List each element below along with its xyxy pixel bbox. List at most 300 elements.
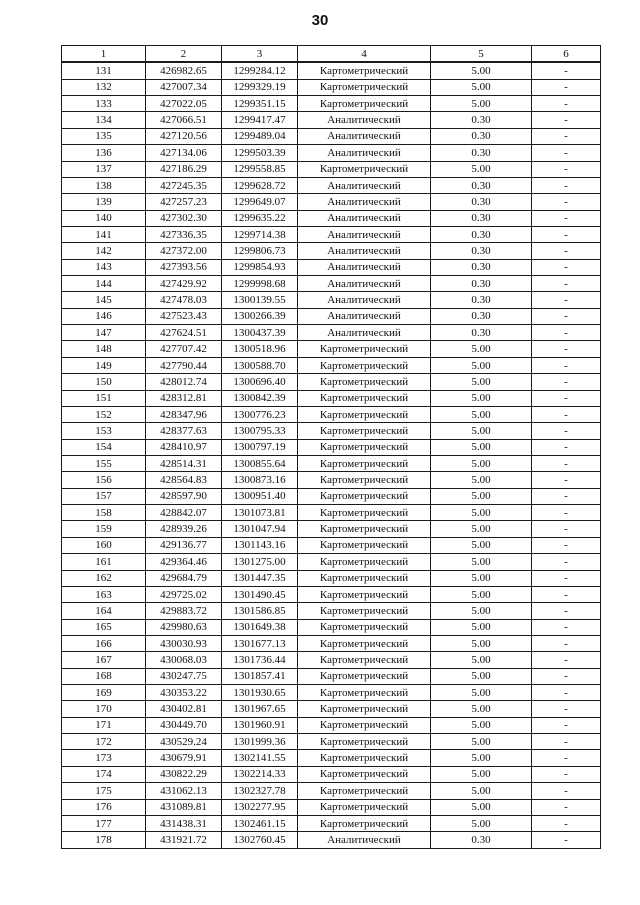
x-coordinate-cell: 427134.06 — [146, 145, 222, 161]
x-coordinate-cell: 428564.83 — [146, 472, 222, 488]
y-coordinate-cell: 1302327.78 — [222, 783, 298, 799]
method-cell: Аналитический — [298, 112, 431, 128]
y-coordinate-cell: 1301073.81 — [222, 505, 298, 521]
accuracy-cell: 0.30 — [431, 177, 532, 193]
point-number-cell: 137 — [62, 161, 146, 177]
note-cell: - — [532, 505, 601, 521]
accuracy-cell: 5.00 — [431, 603, 532, 619]
note-cell: - — [532, 586, 601, 602]
x-coordinate-cell: 428347.96 — [146, 406, 222, 422]
y-coordinate-cell: 1300842.39 — [222, 390, 298, 406]
method-cell: Картометрический — [298, 619, 431, 635]
point-number-cell: 156 — [62, 472, 146, 488]
note-cell: - — [532, 717, 601, 733]
y-coordinate-cell: 1300437.39 — [222, 325, 298, 341]
table-row — [62, 406, 601, 422]
column-header: 4 — [298, 46, 431, 63]
point-number-cell: 143 — [62, 259, 146, 275]
note-cell: - — [532, 734, 601, 750]
y-coordinate-cell: 1299284.12 — [222, 62, 298, 79]
x-coordinate-cell: 427707.42 — [146, 341, 222, 357]
x-coordinate-cell: 428597.90 — [146, 488, 222, 504]
x-coordinate-cell: 427022.05 — [146, 96, 222, 112]
x-coordinate-cell: 430068.03 — [146, 652, 222, 668]
note-cell: - — [532, 308, 601, 324]
note-cell: - — [532, 423, 601, 439]
point-number-cell: 146 — [62, 308, 146, 324]
note-cell: - — [532, 685, 601, 701]
y-coordinate-cell: 1301490.45 — [222, 586, 298, 602]
table-row — [62, 586, 601, 602]
x-coordinate-cell: 428514.31 — [146, 455, 222, 471]
note-cell: - — [532, 194, 601, 210]
y-coordinate-cell: 1301586.85 — [222, 603, 298, 619]
method-cell: Картометрический — [298, 62, 431, 79]
accuracy-cell: 5.00 — [431, 537, 532, 553]
x-coordinate-cell: 429725.02 — [146, 586, 222, 602]
point-number-cell: 162 — [62, 570, 146, 586]
note-cell: - — [532, 570, 601, 586]
point-number-cell: 178 — [62, 832, 146, 848]
accuracy-cell: 0.30 — [431, 292, 532, 308]
point-number-cell: 171 — [62, 717, 146, 733]
accuracy-cell: 5.00 — [431, 685, 532, 701]
y-coordinate-cell: 1299635.22 — [222, 210, 298, 226]
y-coordinate-cell: 1301967.65 — [222, 701, 298, 717]
method-cell: Аналитический — [298, 145, 431, 161]
y-coordinate-cell: 1300951.40 — [222, 488, 298, 504]
point-number-cell: 154 — [62, 439, 146, 455]
accuracy-cell: 5.00 — [431, 570, 532, 586]
note-cell: - — [532, 374, 601, 390]
accuracy-cell: 0.30 — [431, 276, 532, 292]
table-row — [62, 783, 601, 799]
point-number-cell: 152 — [62, 406, 146, 422]
method-cell: Аналитический — [298, 832, 431, 848]
table-row — [62, 325, 601, 341]
accuracy-cell: 0.30 — [431, 210, 532, 226]
x-coordinate-cell: 428312.81 — [146, 390, 222, 406]
x-coordinate-cell: 427624.51 — [146, 325, 222, 341]
y-coordinate-cell: 1301930.65 — [222, 685, 298, 701]
y-coordinate-cell: 1299628.72 — [222, 177, 298, 193]
point-number-cell: 149 — [62, 357, 146, 373]
method-cell: Аналитический — [298, 194, 431, 210]
accuracy-cell: 5.00 — [431, 455, 532, 471]
y-coordinate-cell: 1299649.07 — [222, 194, 298, 210]
accuracy-cell: 5.00 — [431, 717, 532, 733]
table-row — [62, 145, 601, 161]
note-cell: - — [532, 537, 601, 553]
method-cell: Картометрический — [298, 701, 431, 717]
x-coordinate-cell: 428842.07 — [146, 505, 222, 521]
accuracy-cell: 0.30 — [431, 243, 532, 259]
note-cell: - — [532, 652, 601, 668]
table-row — [62, 488, 601, 504]
y-coordinate-cell: 1302760.45 — [222, 832, 298, 848]
note-cell: - — [532, 603, 601, 619]
table-row — [62, 455, 601, 471]
point-number-cell: 161 — [62, 554, 146, 570]
page-number: 30 — [311, 12, 329, 29]
accuracy-cell: 5.00 — [431, 423, 532, 439]
method-cell: Картометрический — [298, 603, 431, 619]
y-coordinate-cell: 1299329.19 — [222, 79, 298, 95]
accuracy-cell: 5.00 — [431, 161, 532, 177]
table-row — [62, 341, 601, 357]
y-coordinate-cell: 1300776.23 — [222, 406, 298, 422]
table-row — [62, 766, 601, 782]
point-number-cell: 157 — [62, 488, 146, 504]
method-cell: Картометрический — [298, 423, 431, 439]
x-coordinate-cell: 430030.93 — [146, 635, 222, 651]
y-coordinate-cell: 1299503.39 — [222, 145, 298, 161]
accuracy-cell: 5.00 — [431, 521, 532, 537]
x-coordinate-cell: 431438.31 — [146, 815, 222, 831]
table-row — [62, 62, 601, 79]
accuracy-cell: 5.00 — [431, 472, 532, 488]
point-number-cell: 141 — [62, 226, 146, 242]
table-row — [62, 161, 601, 177]
method-cell: Аналитический — [298, 325, 431, 341]
table-row — [62, 832, 601, 848]
x-coordinate-cell: 428410.97 — [146, 439, 222, 455]
x-coordinate-cell: 427790.44 — [146, 357, 222, 373]
accuracy-cell: 5.00 — [431, 799, 532, 815]
note-cell: - — [532, 439, 601, 455]
method-cell: Картометрический — [298, 570, 431, 586]
y-coordinate-cell: 1299558.85 — [222, 161, 298, 177]
note-cell: - — [532, 226, 601, 242]
accuracy-cell: 5.00 — [431, 374, 532, 390]
x-coordinate-cell: 427066.51 — [146, 112, 222, 128]
point-number-cell: 133 — [62, 96, 146, 112]
point-number-cell: 134 — [62, 112, 146, 128]
y-coordinate-cell: 1301649.38 — [222, 619, 298, 635]
note-cell: - — [532, 668, 601, 684]
method-cell: Аналитический — [298, 308, 431, 324]
table-row — [62, 96, 601, 112]
y-coordinate-cell: 1300797.19 — [222, 439, 298, 455]
point-number-cell: 150 — [62, 374, 146, 390]
method-cell: Картометрический — [298, 406, 431, 422]
point-number-cell: 145 — [62, 292, 146, 308]
method-cell: Картометрический — [298, 341, 431, 357]
point-number-cell: 173 — [62, 750, 146, 766]
point-number-cell: 166 — [62, 635, 146, 651]
method-cell: Картометрический — [298, 652, 431, 668]
method-cell: Картометрический — [298, 79, 431, 95]
accuracy-cell: 5.00 — [431, 79, 532, 95]
method-cell: Картометрический — [298, 455, 431, 471]
point-number-cell: 159 — [62, 521, 146, 537]
x-coordinate-cell: 429364.46 — [146, 554, 222, 570]
accuracy-cell: 0.30 — [431, 128, 532, 144]
table-row — [62, 423, 601, 439]
y-coordinate-cell: 1300266.39 — [222, 308, 298, 324]
point-number-cell: 170 — [62, 701, 146, 717]
y-coordinate-cell: 1299714.38 — [222, 226, 298, 242]
accuracy-cell: 5.00 — [431, 406, 532, 422]
point-number-cell: 160 — [62, 537, 146, 553]
method-cell: Аналитический — [298, 259, 431, 275]
column-header: 1 — [62, 46, 146, 63]
note-cell: - — [532, 455, 601, 471]
accuracy-cell: 5.00 — [431, 357, 532, 373]
y-coordinate-cell: 1301736.44 — [222, 652, 298, 668]
point-number-cell: 144 — [62, 276, 146, 292]
method-cell: Аналитический — [298, 276, 431, 292]
note-cell: - — [532, 701, 601, 717]
point-number-cell: 177 — [62, 815, 146, 831]
y-coordinate-cell: 1302461.15 — [222, 815, 298, 831]
point-number-cell: 142 — [62, 243, 146, 259]
note-cell: - — [532, 128, 601, 144]
note-cell: - — [532, 292, 601, 308]
y-coordinate-cell: 1300795.33 — [222, 423, 298, 439]
point-number-cell: 163 — [62, 586, 146, 602]
accuracy-cell: 5.00 — [431, 586, 532, 602]
table-row — [62, 521, 601, 537]
method-cell: Картометрический — [298, 472, 431, 488]
point-number-cell: 167 — [62, 652, 146, 668]
note-cell: - — [532, 79, 601, 95]
table-row — [62, 799, 601, 815]
x-coordinate-cell: 427257.23 — [146, 194, 222, 210]
accuracy-cell: 5.00 — [431, 62, 532, 79]
method-cell: Картометрический — [298, 750, 431, 766]
point-number-cell: 155 — [62, 455, 146, 471]
accuracy-cell: 5.00 — [431, 439, 532, 455]
note-cell: - — [532, 635, 601, 651]
note-cell: - — [532, 243, 601, 259]
accuracy-cell: 5.00 — [431, 815, 532, 831]
x-coordinate-cell: 427523.43 — [146, 308, 222, 324]
x-coordinate-cell: 428012.74 — [146, 374, 222, 390]
note-cell: - — [532, 259, 601, 275]
point-number-cell: 176 — [62, 799, 146, 815]
note-cell: - — [532, 357, 601, 373]
note-cell: - — [532, 766, 601, 782]
method-cell: Картометрический — [298, 783, 431, 799]
method-cell: Картометрический — [298, 766, 431, 782]
x-coordinate-cell: 430822.29 — [146, 766, 222, 782]
method-cell: Картометрический — [298, 390, 431, 406]
point-number-cell: 172 — [62, 734, 146, 750]
y-coordinate-cell: 1301447.35 — [222, 570, 298, 586]
y-coordinate-cell: 1302277.95 — [222, 799, 298, 815]
table-row — [62, 79, 601, 95]
table-row — [62, 210, 601, 226]
point-number-cell: 175 — [62, 783, 146, 799]
note-cell: - — [532, 406, 601, 422]
column-header: 2 — [146, 46, 222, 63]
y-coordinate-cell: 1299854.93 — [222, 259, 298, 275]
point-number-cell: 151 — [62, 390, 146, 406]
table-row — [62, 717, 601, 733]
method-cell: Картометрический — [298, 96, 431, 112]
y-coordinate-cell: 1302214.33 — [222, 766, 298, 782]
method-cell: Картометрический — [298, 439, 431, 455]
note-cell: - — [532, 325, 601, 341]
table-row — [62, 603, 601, 619]
y-coordinate-cell: 1300696.40 — [222, 374, 298, 390]
point-number-cell: 147 — [62, 325, 146, 341]
x-coordinate-cell: 427393.56 — [146, 259, 222, 275]
accuracy-cell: 5.00 — [431, 554, 532, 570]
accuracy-cell: 0.30 — [431, 832, 532, 848]
method-cell: Картометрический — [298, 586, 431, 602]
x-coordinate-cell: 431089.81 — [146, 799, 222, 815]
note-cell: - — [532, 832, 601, 848]
table-header-row — [62, 46, 601, 63]
x-coordinate-cell: 427429.92 — [146, 276, 222, 292]
method-cell: Аналитический — [298, 177, 431, 193]
accuracy-cell: 5.00 — [431, 668, 532, 684]
accuracy-cell: 5.00 — [431, 390, 532, 406]
accuracy-cell: 5.00 — [431, 635, 532, 651]
note-cell: - — [532, 815, 601, 831]
note-cell: - — [532, 799, 601, 815]
point-number-cell: 168 — [62, 668, 146, 684]
y-coordinate-cell: 1301275.00 — [222, 554, 298, 570]
accuracy-cell: 5.00 — [431, 619, 532, 635]
x-coordinate-cell: 427120.56 — [146, 128, 222, 144]
x-coordinate-cell: 430247.75 — [146, 668, 222, 684]
note-cell: - — [532, 177, 601, 193]
table-row — [62, 308, 601, 324]
column-header: 3 — [222, 46, 298, 63]
table-body — [62, 62, 601, 848]
x-coordinate-cell: 427007.34 — [146, 79, 222, 95]
x-coordinate-cell: 427245.35 — [146, 177, 222, 193]
method-cell: Картометрический — [298, 488, 431, 504]
point-number-cell: 132 — [62, 79, 146, 95]
method-cell: Картометрический — [298, 357, 431, 373]
method-cell: Картометрический — [298, 521, 431, 537]
point-number-cell: 131 — [62, 62, 146, 79]
method-cell: Картометрический — [298, 554, 431, 570]
y-coordinate-cell: 1300518.96 — [222, 341, 298, 357]
note-cell: - — [532, 161, 601, 177]
table-row — [62, 652, 601, 668]
method-cell: Картометрический — [298, 685, 431, 701]
table-row — [62, 259, 601, 275]
note-cell: - — [532, 521, 601, 537]
accuracy-cell: 5.00 — [431, 652, 532, 668]
y-coordinate-cell: 1301047.94 — [222, 521, 298, 537]
point-number-cell: 165 — [62, 619, 146, 635]
table-row — [62, 619, 601, 635]
method-cell: Аналитический — [298, 210, 431, 226]
note-cell: - — [532, 341, 601, 357]
table-row — [62, 815, 601, 831]
y-coordinate-cell: 1301857.41 — [222, 668, 298, 684]
x-coordinate-cell: 428939.26 — [146, 521, 222, 537]
accuracy-cell: 0.30 — [431, 259, 532, 275]
point-number-cell: 140 — [62, 210, 146, 226]
method-cell: Картометрический — [298, 635, 431, 651]
y-coordinate-cell: 1299489.04 — [222, 128, 298, 144]
x-coordinate-cell: 431921.72 — [146, 832, 222, 848]
point-number-cell: 148 — [62, 341, 146, 357]
point-number-cell: 135 — [62, 128, 146, 144]
y-coordinate-cell: 1302141.55 — [222, 750, 298, 766]
method-cell: Картометрический — [298, 668, 431, 684]
accuracy-cell: 5.00 — [431, 766, 532, 782]
accuracy-cell: 0.30 — [431, 226, 532, 242]
point-number-cell: 164 — [62, 603, 146, 619]
x-coordinate-cell: 427478.03 — [146, 292, 222, 308]
note-cell: - — [532, 390, 601, 406]
accuracy-cell: 5.00 — [431, 734, 532, 750]
table-row — [62, 177, 601, 193]
y-coordinate-cell: 1300855.64 — [222, 455, 298, 471]
y-coordinate-cell: 1300873.16 — [222, 472, 298, 488]
coordinates-table — [61, 45, 601, 849]
x-coordinate-cell: 430449.70 — [146, 717, 222, 733]
x-coordinate-cell: 431062.13 — [146, 783, 222, 799]
table-row — [62, 537, 601, 553]
note-cell: - — [532, 488, 601, 504]
x-coordinate-cell: 430529.24 — [146, 734, 222, 750]
x-coordinate-cell: 428377.63 — [146, 423, 222, 439]
x-coordinate-cell: 427302.30 — [146, 210, 222, 226]
method-cell: Картометрический — [298, 505, 431, 521]
method-cell: Картометрический — [298, 374, 431, 390]
note-cell: - — [532, 750, 601, 766]
note-cell: - — [532, 145, 601, 161]
x-coordinate-cell: 427372.00 — [146, 243, 222, 259]
method-cell: Картометрический — [298, 537, 431, 553]
accuracy-cell: 0.30 — [431, 145, 532, 161]
table-row — [62, 472, 601, 488]
table-row — [62, 357, 601, 373]
accuracy-cell: 0.30 — [431, 112, 532, 128]
point-number-cell: 138 — [62, 177, 146, 193]
table-row — [62, 292, 601, 308]
note-cell: - — [532, 554, 601, 570]
x-coordinate-cell: 429980.63 — [146, 619, 222, 635]
point-number-cell: 174 — [62, 766, 146, 782]
x-coordinate-cell: 430679.91 — [146, 750, 222, 766]
accuracy-cell: 0.30 — [431, 325, 532, 341]
accuracy-cell: 5.00 — [431, 96, 532, 112]
method-cell: Аналитический — [298, 128, 431, 144]
note-cell: - — [532, 783, 601, 799]
table-row — [62, 112, 601, 128]
table-row — [62, 390, 601, 406]
y-coordinate-cell: 1300588.70 — [222, 357, 298, 373]
table-row — [62, 243, 601, 259]
y-coordinate-cell: 1299998.68 — [222, 276, 298, 292]
table-row — [62, 128, 601, 144]
method-cell: Картометрический — [298, 815, 431, 831]
y-coordinate-cell: 1299417.47 — [222, 112, 298, 128]
table-row — [62, 374, 601, 390]
table-row — [62, 276, 601, 292]
table-row — [62, 554, 601, 570]
method-cell: Аналитический — [298, 243, 431, 259]
x-coordinate-cell: 430353.22 — [146, 685, 222, 701]
point-number-cell: 158 — [62, 505, 146, 521]
y-coordinate-cell: 1301960.91 — [222, 717, 298, 733]
table-row — [62, 439, 601, 455]
table-row — [62, 226, 601, 242]
x-coordinate-cell: 430402.81 — [146, 701, 222, 717]
table-row — [62, 734, 601, 750]
accuracy-cell: 5.00 — [431, 341, 532, 357]
